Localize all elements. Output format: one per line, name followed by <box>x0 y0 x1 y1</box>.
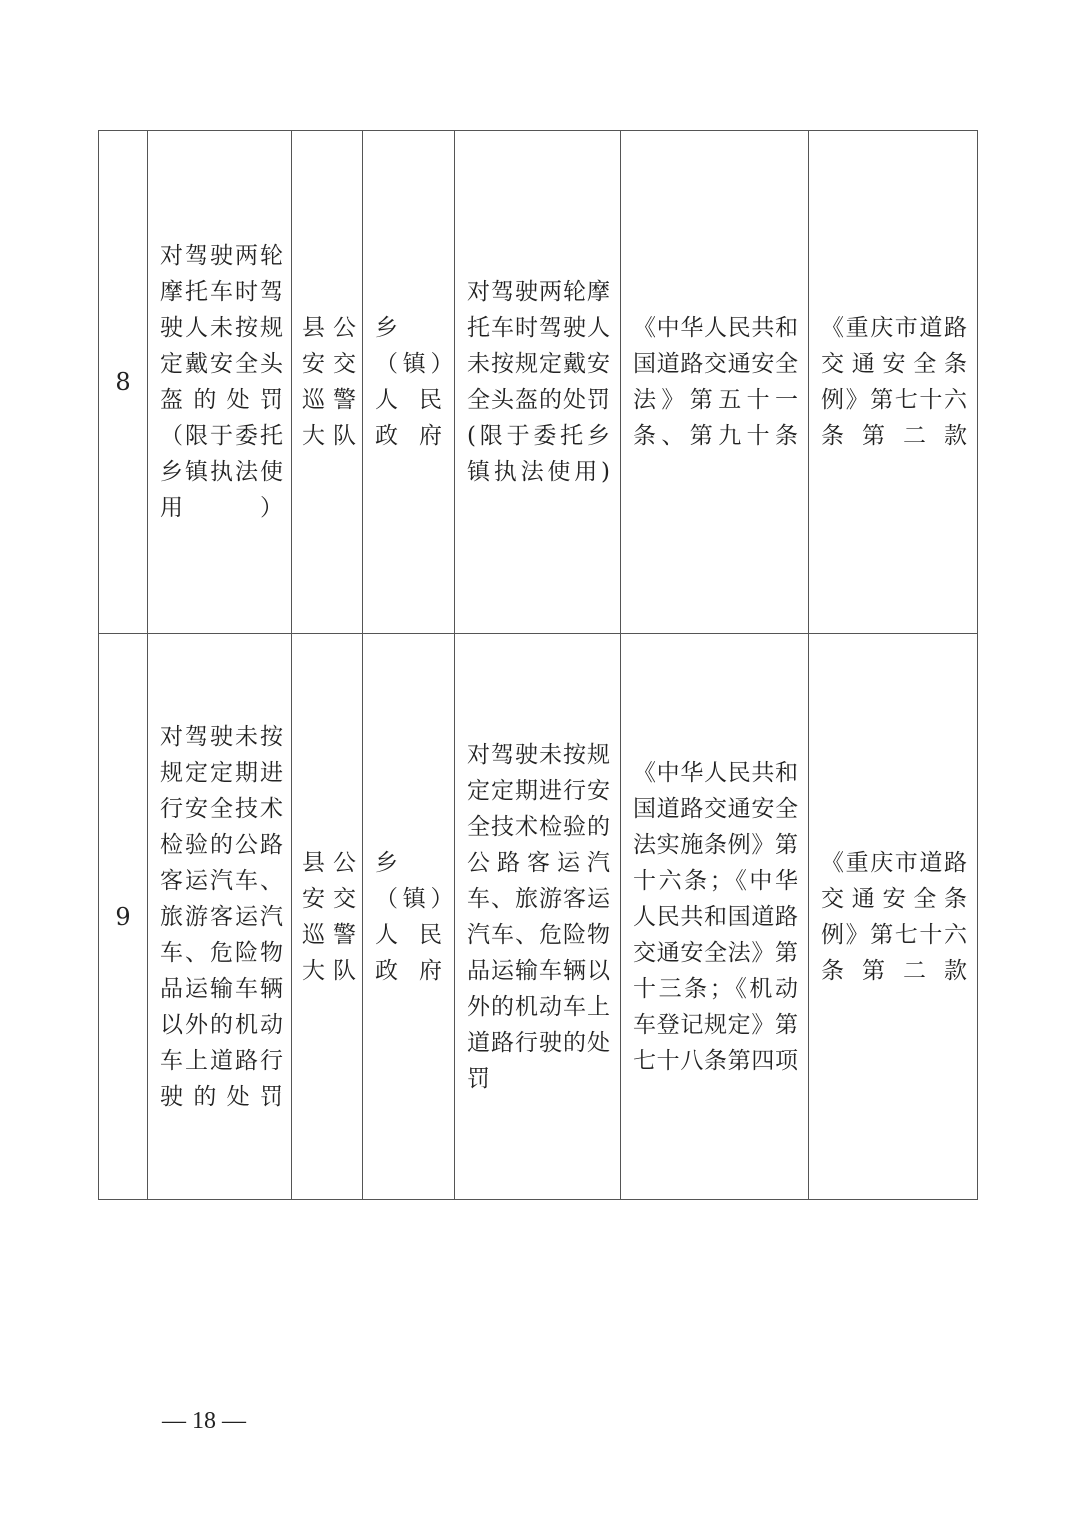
national-law-text: 《中华人民共和国道路交通安全法实施条例》第十六条；《中华人民共和国道路交通安全法》第十三条；《机动车登记规定》第七十八条第四项 <box>633 759 798 1074</box>
department-cell <box>292 131 363 634</box>
department-text: 县公安交巡警大队 <box>302 849 356 984</box>
local-regulation-text: 《重庆市道路交通安全条例》第七十六条第二款 <box>821 315 967 449</box>
item-name-text: 对驾驶两轮摩托车时驾驶人未按规定戴安全头盔的处罚（限于委托乡镇执法使用） <box>160 243 283 521</box>
local-regulation-cell <box>809 131 978 634</box>
government-text: 乡（镇）人民政府 <box>375 315 442 449</box>
row-number: 8 <box>99 131 148 634</box>
national-law-cell <box>621 131 809 634</box>
content-text: 对驾驶未按规定定期进行安全技术检验的公路客运汽车、旅游客运汽车、危险物品运输车辆以外的机动车上道路行驶的处罚 <box>467 741 610 1092</box>
government-cell <box>363 634 455 1200</box>
row-number: 9 <box>99 634 148 1200</box>
item-name-cell <box>148 634 292 1200</box>
item-name-text: 对驾驶未按规定定期进行安全技术检验的公路客运汽车、旅游客运汽车、危险物品运输车辆以外的机动车上道路行驶的处罚 <box>160 723 283 1110</box>
national-law-cell <box>621 634 809 1200</box>
page-number: — 18 — <box>162 1408 246 1434</box>
enforcement-table <box>98 130 978 1200</box>
item-name-cell <box>148 131 292 634</box>
local-regulation-text: 《重庆市道路交通安全条例》第七十六条第二款 <box>821 849 967 984</box>
government-cell <box>363 131 455 634</box>
department-text: 县公安交巡警大队 <box>302 315 356 449</box>
table-row <box>99 131 978 634</box>
government-text: 乡（镇）人民政府 <box>375 849 442 984</box>
national-law-text: 《中华人民共和国道路交通安全法》第五十一条、第九十条 <box>633 315 798 449</box>
table-row <box>99 634 978 1200</box>
content-cell <box>455 634 621 1200</box>
content-text: 对驾驶两轮摩托车时驾驶人未按规定戴安全头盔的处罚(限于委托乡镇执法使用) <box>467 279 610 485</box>
local-regulation-cell <box>809 634 978 1200</box>
department-cell <box>292 634 363 1200</box>
content-cell <box>455 131 621 634</box>
